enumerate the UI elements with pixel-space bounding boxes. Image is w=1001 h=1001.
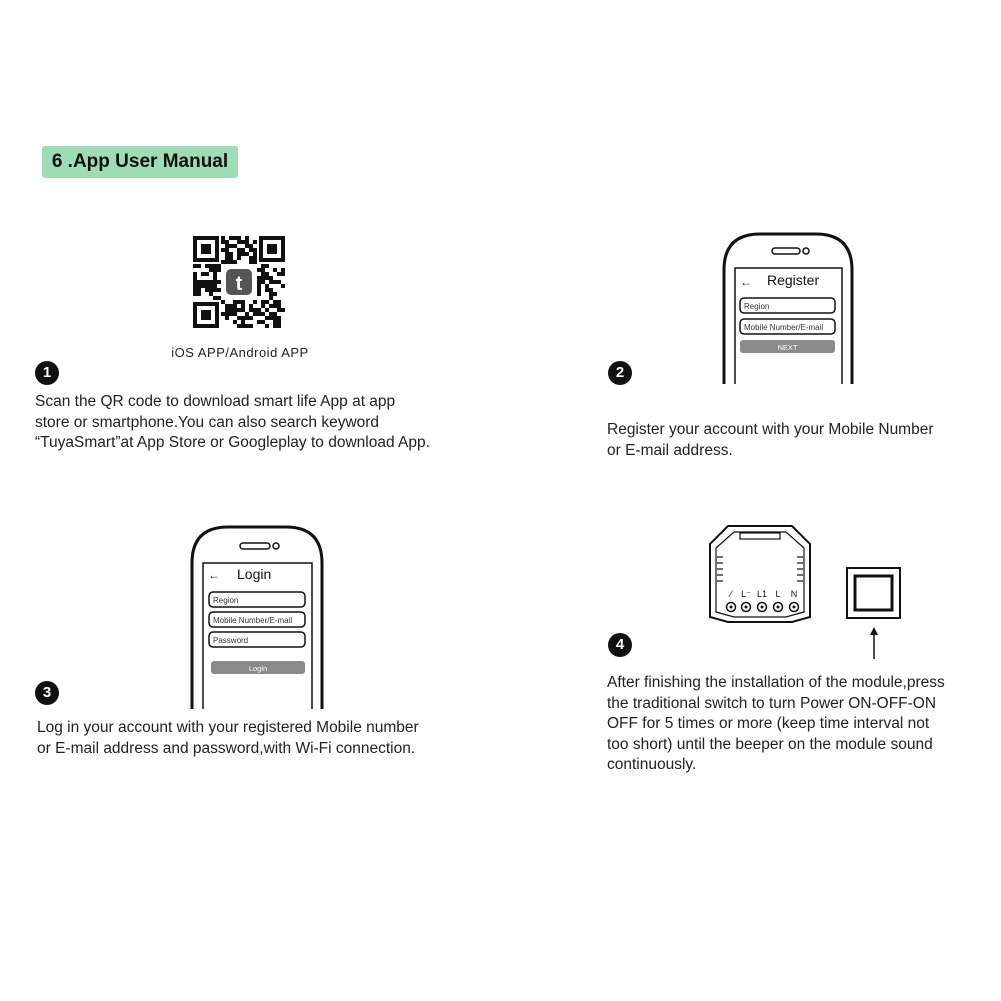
qr-module [225,316,229,320]
qr-module [233,300,237,304]
qr-module [277,280,281,284]
qr-module [257,320,261,324]
qr-module [213,264,217,268]
qr-module [261,268,265,272]
step-number-2: 2 [608,361,632,385]
qr-module [269,312,273,316]
qr-module [261,280,265,284]
qr-module [241,248,245,252]
qr-module [261,304,265,308]
qr-module [261,320,265,324]
qr-module [221,240,225,244]
qr-module [269,292,273,296]
qr-module [269,304,273,308]
qr-module [249,260,253,264]
qr-module [213,276,217,280]
qr-module [197,280,201,284]
qr-module [229,244,233,248]
login-phone-illustration [188,523,326,709]
qr-module [193,280,197,284]
qr-module [241,252,245,256]
qr-module [273,312,277,316]
back-arrow-icon: ← [208,568,220,582]
qr-module [209,292,213,296]
qr-module [221,260,225,264]
qr-module [237,300,241,304]
terminal-label: ⁄ [730,589,732,599]
qr-module [257,312,261,316]
qr-module [249,244,253,248]
mobile-email-field-label: Mobile Number/E-mail [213,616,293,625]
text-line: continuously. [607,756,697,773]
qr-module [273,324,277,328]
qr-module [253,256,257,260]
qr-module [269,280,273,284]
qr-module [281,272,285,276]
qr-module [225,256,229,260]
qr-module [241,240,245,244]
qr-module [245,244,249,248]
qr-module [229,252,233,256]
text-line: “TuyaSmart”at App Store or Googleplay to download App. [35,434,430,451]
qr-module [245,316,249,320]
qr-module [237,248,241,252]
qr-module [193,272,197,276]
qr-module [273,304,277,308]
qr-module [245,252,249,256]
qr-module [229,308,233,312]
qr-module [225,260,229,264]
qr-module [205,264,209,268]
qr-module [209,280,213,284]
qr-module [221,312,225,316]
step2-description [607,420,987,461]
qr-module [265,272,269,276]
qr-module [273,280,277,284]
qr-code [193,236,285,328]
terminal-label: L⁻ [741,589,751,599]
qr-module [249,316,253,320]
qr-module [205,284,209,288]
qr-module [281,308,285,312]
qr-module [217,288,221,292]
wall-switch-icon [847,568,900,618]
qr-module [209,284,213,288]
qr-module [269,316,273,320]
qr-module [269,296,273,300]
qr-module [261,300,265,304]
qr-module [237,236,241,240]
qr-module [229,312,233,316]
qr-module [229,260,233,264]
qr-module [197,284,201,288]
step-number-4: 4 [608,633,632,657]
qr-module [257,292,261,296]
qr-module [225,244,229,248]
qr-module [241,300,245,304]
text-line: or E-mail address. [607,441,733,459]
qr-module [205,272,209,276]
register-title: Register [767,272,820,288]
qr-module [193,276,197,280]
text-line: OFF for 5 times or more (keep time interval not [607,715,930,732]
qr-module [233,236,237,240]
qr-module [265,316,269,320]
qr-module [237,252,241,256]
qr-module [217,296,221,300]
qr-module [197,264,201,268]
qr-module [193,288,197,292]
qr-module [209,264,213,268]
qr-module [253,248,257,252]
qr-module [245,236,249,240]
qr-module [265,264,269,268]
text-line: too short) until the beeper on the module sound [607,735,933,753]
text-line: Scan the QR code to download smart life App at app [35,393,396,410]
tuya-logo-icon: t [235,273,243,295]
qr-module [241,324,245,328]
register-phone-illustration [720,230,856,384]
qr-module [249,324,253,328]
qr-module [221,248,225,252]
qr-module [237,324,241,328]
qr-module [277,272,281,276]
qr-module [257,288,261,292]
next-button-label: NEXT [777,343,798,352]
qr-module [209,268,213,272]
qr-module [193,264,197,268]
qr-module [273,316,277,320]
qr-module [225,312,229,316]
qr-module [233,308,237,312]
qr-module [249,256,253,260]
qr-module [253,240,257,244]
qr-module [225,252,229,256]
qr-module [221,236,225,240]
qr-module [201,272,205,276]
text-line: Log in your account with your registered Mobile number [37,719,419,736]
qr-module [241,316,245,320]
qr-module [281,268,285,272]
qr-module [233,260,237,264]
qr-module [201,280,205,284]
text-line: store or smartphone.You can also search keyword [35,413,380,431]
qr-module [229,256,233,260]
qr-module [237,308,241,312]
qr-module [249,308,253,312]
qr-module [213,268,217,272]
text-line: Register your account with your Mobile Number [607,421,934,438]
text-line: the traditional switch to turn Power ON-OFF-ON [607,694,937,712]
qr-module [253,260,257,264]
region-field-label: Region [744,302,770,311]
qr-module [205,288,209,292]
qr-module [273,320,277,324]
qr-module [253,308,257,312]
qr-module [257,280,261,284]
qr-module [277,324,281,328]
qr-module [197,288,201,292]
qr-module [217,268,221,272]
qr-module [233,312,237,316]
qr-module [265,288,269,292]
qr-module [265,300,269,304]
qr-module [237,256,241,260]
qr-module [257,308,261,312]
qr-module [261,264,265,268]
qr-module [209,288,213,292]
step3-description [37,718,507,759]
back-arrow-icon: ← [740,275,752,289]
qr-module [241,304,245,308]
qr-module [193,292,197,296]
mobile-email-field-label: Mobile Number/E-mail [744,323,824,332]
qr-module [261,272,265,276]
qr-module [281,284,285,288]
qr-module [229,304,233,308]
qr-module [249,304,253,308]
qr-module [253,312,257,316]
login-button-label: Login [248,664,268,673]
step-number-3: 3 [35,681,59,705]
qr-module [249,248,253,252]
qr-module [277,316,281,320]
section-title: 6 .App User Manual [42,146,238,178]
qr-module [277,300,281,304]
terminal-label: N [790,589,798,599]
qr-module [213,296,217,300]
qr-module [253,252,257,256]
step1-description [35,392,505,454]
qr-module [213,284,217,288]
text-line: After finishing the installation of the module,press [607,674,945,691]
qr-module [245,240,249,244]
qr-module [225,304,229,308]
region-field-label: Region [213,596,239,605]
qr-module [245,312,249,316]
qr-module [245,324,249,328]
qr-module [261,276,265,280]
qr-module [269,276,273,280]
qr-module [205,280,209,284]
qr-module [213,280,217,284]
qr-module [257,276,261,280]
qr-module [197,292,201,296]
login-title: Login [237,566,272,582]
qr-module [201,284,205,288]
qr-module [193,284,197,288]
qr-module [233,304,237,308]
qr-module [241,308,245,312]
qr-module [225,240,229,244]
qr-module [265,276,269,280]
terminal-label: L1 [756,589,768,599]
qr-module [273,292,277,296]
qr-module [265,308,269,312]
module-switch-illustration [706,523,906,663]
arrow-up-icon [870,627,878,659]
qr-module [213,288,217,292]
step4-description [607,673,992,776]
qr-module [269,288,273,292]
qr-module [217,280,221,284]
qr-module [241,320,245,324]
terminal-label: L [775,589,781,599]
qr-module [237,316,241,320]
qr-module [217,264,221,268]
qr-module [261,312,265,316]
qr-module [225,308,229,312]
password-field-label: Password [213,636,249,645]
qr-module [225,248,229,252]
qr-module [273,268,277,272]
qr-module [277,308,281,312]
qr-module [233,244,237,248]
qr-module [277,304,281,308]
qr-module [273,300,277,304]
qr-module [221,300,225,304]
qr-module [277,320,281,324]
qr-module [213,272,217,276]
qr-module [265,324,269,328]
qr-caption: iOS APP/Android APP [171,345,309,360]
qr-module [265,284,269,288]
step-number-1: 1 [35,361,59,385]
qr-module [229,236,233,240]
qr-module [257,284,261,288]
qr-module [253,300,257,304]
qr-module [233,320,237,324]
qr-module [257,268,261,272]
qr-module [237,240,241,244]
text-line: or E-mail address and password,with Wi-Fi connection. [37,739,416,757]
